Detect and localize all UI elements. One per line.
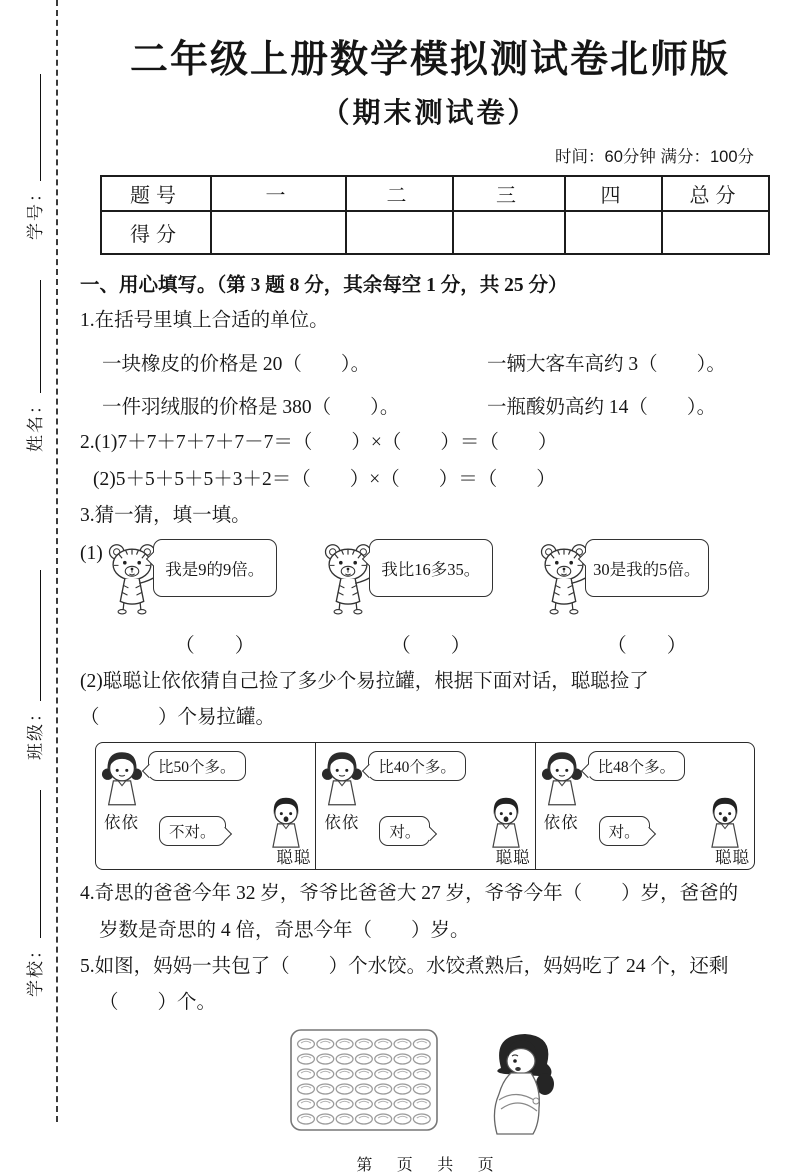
mother-illustration [479, 1028, 571, 1136]
boy-bubble-text: 不对。 [169, 824, 216, 842]
score-table-header-row [101, 176, 769, 211]
score-table-header-cell: 一 [211, 176, 346, 211]
boy-speech-bubble [159, 816, 226, 846]
q1-items [102, 333, 780, 419]
dialogue-panel [315, 743, 534, 869]
dumpling [413, 1069, 430, 1079]
dumpling [336, 1039, 353, 1049]
score-row-label: 得分 [101, 211, 211, 254]
dumpling [317, 1054, 334, 1064]
dumpling [336, 1054, 353, 1064]
score-table-header-cell: 三 [453, 176, 565, 211]
girl-bubble-text: 比48个多。 [597, 759, 676, 777]
tiger-riddle-row [105, 539, 719, 658]
girl-name: 依依 [543, 813, 579, 833]
fill-in-line [40, 570, 41, 701]
dumpling [356, 1114, 373, 1124]
q3-stem: 3.猜一猜，填一填。 [80, 505, 251, 527]
margin-field-label: 学校： [26, 940, 45, 997]
bubble-tail [581, 764, 595, 778]
exam-meta: 时间：60分钟 满分：100分 [555, 148, 754, 166]
girl-speech-bubble [588, 751, 686, 781]
tiger-riddle [105, 539, 287, 658]
q1-item: 一块橡皮的价格是 20（ ）。 [102, 354, 371, 376]
bubble-tail [218, 827, 232, 841]
answer-blank: （ ） [174, 634, 255, 657]
q1-stem: 1.在括号里填上合适的单位。 [80, 310, 329, 331]
q3-part1 [80, 539, 780, 658]
section1-heading: 一、用心填写。（第 3 题 8 分，其余每空 1 分，共 25 分） [80, 275, 568, 296]
tiger-icon [537, 541, 591, 615]
dumpling [298, 1099, 315, 1109]
dumpling [375, 1054, 392, 1064]
dumpling [394, 1114, 411, 1124]
score-table-header-cell: 四 [565, 176, 662, 211]
dumpling [356, 1084, 373, 1094]
margin-field [20, 280, 46, 452]
tiger-riddle-top [537, 539, 719, 615]
dumpling [394, 1084, 411, 1094]
dialogue-panel [96, 743, 315, 869]
q5-figure [80, 1028, 780, 1136]
dumpling [298, 1084, 315, 1094]
boy-avatar [486, 795, 526, 849]
q1-item: 一辆大客车高约 3（ ）。 [487, 354, 726, 376]
dumpling [394, 1054, 411, 1064]
tiger-riddle [537, 539, 719, 658]
boy-name: 聪聪 [495, 848, 531, 868]
dumpling [356, 1069, 373, 1079]
tiger-icon [321, 541, 375, 615]
bubble-tail [423, 827, 437, 841]
score-table-value-row [101, 211, 769, 254]
dialogue-figure [95, 742, 755, 870]
dumpling [317, 1039, 334, 1049]
girl-avatar [321, 748, 363, 808]
dumpling [356, 1099, 373, 1109]
bubble-tail [642, 827, 656, 841]
q3-part2-line1: (2)聪聪让依依猜自己捡了多少个易拉罐，根据下面对话，聪聪捡了 [80, 670, 649, 692]
dumpling [394, 1099, 411, 1109]
q2 [80, 431, 780, 492]
boy-speech-bubble [599, 816, 650, 846]
q2-line: (2)5＋5＋5＋5＋3＋2＝（ ）×（ ）＝（ ） [93, 468, 556, 490]
page-title: 二年级上册数学模拟测试卷北师版 [129, 39, 730, 81]
score-cell [565, 211, 662, 254]
boy-bubble-text: 对。 [608, 824, 640, 842]
dumpling [413, 1114, 430, 1124]
tiger-speech-bubble [369, 539, 493, 597]
girl-avatar [541, 748, 583, 808]
dumpling [336, 1099, 353, 1109]
girl-speech-bubble [368, 751, 466, 781]
tiger-speech-bubble [585, 539, 709, 597]
margin-field-label: 学号： [26, 183, 45, 240]
dumpling [375, 1084, 392, 1094]
tiger-icon [105, 541, 159, 615]
dumpling [394, 1039, 411, 1049]
fill-in-line [40, 280, 41, 393]
dumpling [317, 1069, 334, 1079]
q2-line: 2.(1)7＋7＋7＋7＋7－7＝（ ）×（ ）＝（ ） [80, 432, 558, 454]
dumpling [298, 1114, 315, 1124]
tiger-bubble-text: 我是9的9倍。 [165, 559, 265, 579]
dialogue-panel [535, 743, 754, 869]
q3-part2-line2: （ ）个易拉罐。 [80, 706, 276, 728]
binding-dashed-line [56, 0, 58, 1122]
dumpling [413, 1039, 430, 1049]
dumpling [298, 1054, 315, 1064]
main-content [80, 0, 780, 1175]
fill-in-line [40, 790, 41, 938]
girl-name: 依依 [104, 813, 139, 833]
score-table [100, 175, 770, 255]
dumpling [375, 1114, 392, 1124]
dumpling [336, 1084, 353, 1094]
tiger-riddle-top [105, 539, 287, 615]
score-cell [453, 211, 565, 254]
q5-line2: （ ）个。 [99, 992, 217, 1014]
girl-name: 依依 [324, 813, 360, 833]
tiger-riddle-top [321, 539, 503, 615]
dumpling [298, 1039, 315, 1049]
dumpling-tray [289, 1028, 439, 1134]
dumpling [394, 1069, 411, 1079]
dumpling [317, 1099, 334, 1109]
dumpling [356, 1054, 373, 1064]
margin-field [20, 790, 46, 997]
dumpling [317, 1114, 334, 1124]
girl-speech-bubble [148, 751, 246, 781]
q5-line1: 5.如图，妈妈一共包了（ ）个水饺。水饺煮熟后，妈妈吃了 24 个，还剩 [80, 956, 729, 977]
girl-bubble-text: 比50个多。 [158, 759, 236, 777]
boy-avatar [266, 795, 306, 849]
margin-field [20, 570, 46, 760]
margin-field [20, 74, 46, 240]
margin-field-label: 班级： [26, 703, 45, 760]
score-table-header-cell: 二 [346, 176, 453, 211]
dumpling [375, 1039, 392, 1049]
answer-blank: （ ） [606, 634, 687, 657]
page-footer: 第 页 共 页 [356, 1156, 504, 1174]
page-subtitle: （期末测试卷） [321, 97, 539, 128]
boy-speech-bubble [379, 816, 430, 846]
fill-in-line [40, 74, 41, 181]
dumpling [336, 1069, 353, 1079]
boy-name: 聪聪 [714, 848, 750, 868]
q3-part1-label: (1) [80, 542, 103, 564]
tiger-speech-bubble [153, 539, 277, 597]
bubble-tail [141, 764, 155, 778]
bubble-tail [362, 764, 376, 778]
dumpling [375, 1069, 392, 1079]
tiger-bubble-text: 我比16多35。 [381, 559, 481, 579]
boy-name: 聪聪 [276, 848, 312, 868]
dumpling [413, 1084, 430, 1094]
girl-avatar [101, 748, 143, 808]
tiger-bubble-text: 30是我的5倍。 [593, 559, 701, 579]
score-cell [346, 211, 453, 254]
girl-bubble-text: 比40个多。 [378, 759, 456, 777]
dumpling [413, 1099, 430, 1109]
margin-field-label: 姓名： [26, 395, 45, 452]
boy-avatar [705, 795, 745, 849]
answer-blank: （ ） [390, 634, 471, 657]
boy-bubble-text: 对。 [389, 824, 421, 842]
dumpling [356, 1039, 373, 1049]
dumpling [375, 1099, 392, 1109]
score-cell [211, 211, 346, 254]
score-table-header-cell: 题号 [101, 176, 211, 211]
q4-line2: 岁数是奇思的 4 倍，奇思今年（ ）岁。 [99, 919, 470, 941]
dumpling [298, 1069, 315, 1079]
q1-item: 一瓶酸奶高约 14（ ）。 [487, 397, 717, 419]
q4-line1: 4.奇思的爸爸今年 32 岁，爷爷比爸爸大 27 岁，爷爷今年（ ）岁，爸爸的 [80, 883, 739, 905]
dumpling [336, 1114, 353, 1124]
score-cell [662, 211, 769, 254]
dumpling [317, 1084, 334, 1094]
tiger-riddle [321, 539, 503, 658]
dumpling [413, 1054, 430, 1064]
score-table-header-cell: 总分 [662, 176, 769, 211]
q1-item: 一件羽绒服的价格是 380（ ）。 [102, 397, 400, 419]
